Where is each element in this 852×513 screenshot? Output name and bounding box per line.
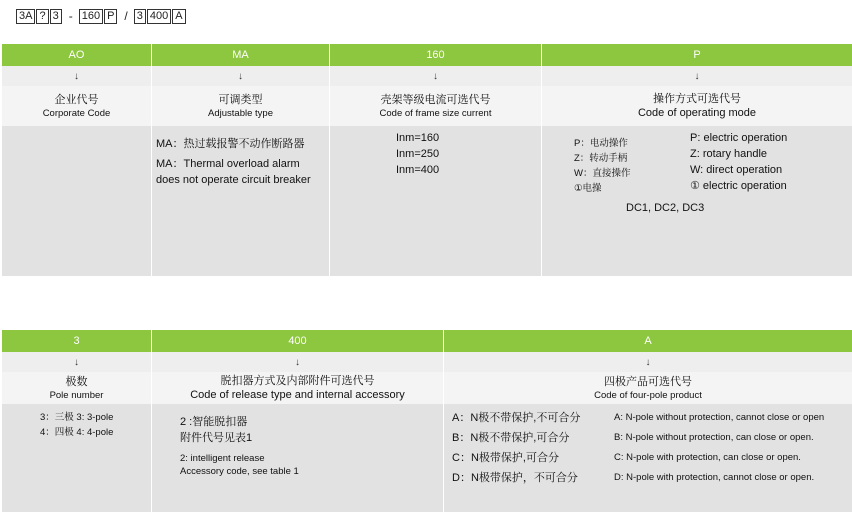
t1-header-p: P <box>542 44 852 66</box>
pole-line: 3：三极 3: 3-pole <box>40 412 114 423</box>
label-en: Corporate Code <box>42 107 111 119</box>
op-cn: Z：转动手柄 <box>574 153 628 164</box>
code-part-four-pole: A <box>172 9 185 24</box>
t2-header-3: 3 <box>2 330 152 352</box>
label-en: Adjustable type <box>208 107 273 119</box>
t1-arrow: ↓ <box>330 66 542 86</box>
release-en: Accessory code, see table 1 <box>180 466 299 477</box>
label-en: Code of release type and internal accessory <box>190 389 405 401</box>
label-cn: 操作方式可选代号 <box>653 93 741 105</box>
label-cn: 脱扣器方式及内部附件可选代号 <box>220 375 375 387</box>
t1-label-operating <box>542 86 852 126</box>
label-en: Code of operating mode <box>637 107 757 119</box>
t1-arrow: ↓ <box>152 66 330 86</box>
code-part-poles: 3 <box>50 9 62 24</box>
dc-codes: DC1, DC2, DC3 <box>626 202 705 214</box>
t1-label-adjustable <box>152 86 330 126</box>
t1-header-160: 160 <box>330 44 542 66</box>
op-en: W: direct operation <box>690 164 783 176</box>
t2-label-release <box>152 372 444 404</box>
model-code-line <box>16 8 187 24</box>
table-2 <box>2 330 852 512</box>
four-pole-cn: B：N极不带保护,可合分 <box>452 432 570 444</box>
four-pole-en: A: N-pole without protection, cannot close or open <box>614 412 825 423</box>
t1-header-ma: MA <box>152 44 330 66</box>
op-en: P: electric operation <box>690 132 788 144</box>
t1-header-ao: AO <box>2 44 152 66</box>
inm-value: Inm=160 <box>396 132 440 144</box>
four-pole-en: C: N-pole with protection, can close or open. <box>614 452 801 463</box>
t2-header-a: A <box>444 330 852 352</box>
op-cn: P：电动操作 <box>574 138 628 149</box>
t1-label-frame <box>330 86 542 126</box>
t1-body-adjustable <box>152 126 330 276</box>
release-en: 2: intelligent release <box>180 453 265 464</box>
t2-label-four-pole <box>444 372 852 404</box>
ma-line: does not operate circuit breaker <box>156 174 311 186</box>
label-cn: 极数 <box>65 375 88 388</box>
t2-arrow: ↓ <box>2 352 152 372</box>
op-cn: ①电操 <box>574 183 602 194</box>
release-cn: 附件代号见表1 <box>180 432 253 444</box>
t1-body-frame <box>330 126 542 276</box>
t2-body-four-pole <box>444 404 852 512</box>
code-part-pole-number: 3 <box>134 9 146 24</box>
pole-line: 4：四极 4: 4-pole <box>40 427 114 438</box>
label-en: Code of four-pole product <box>594 389 702 401</box>
four-pole-en: B: N-pole without protection, can close or open. <box>614 432 814 443</box>
t1-label-corporate <box>2 86 152 126</box>
table-1 <box>2 44 852 276</box>
ma-line: MA：热过载报警不动作断路器 <box>156 138 305 150</box>
code-part-frame: 160 <box>79 9 103 24</box>
label-cn: 可调类型 <box>218 93 263 106</box>
t2-body-release <box>152 404 444 512</box>
t2-arrow: ↓ <box>152 352 444 372</box>
ma-line: MA：Thermal overload alarm <box>156 158 300 170</box>
t2-arrow: ↓ <box>444 352 852 372</box>
four-pole-cn: A：N极不带保护,不可合分 <box>452 412 581 424</box>
label-en: Pole number <box>49 389 104 401</box>
code-part-series: 3A <box>16 9 35 24</box>
t2-header-400: 400 <box>152 330 444 352</box>
inm-value: Inm=400 <box>396 164 440 176</box>
four-pole-cn: C：N极带保护,可合分 <box>452 452 559 464</box>
code-part-unknown: ? <box>36 9 48 24</box>
t1-arrow: ↓ <box>542 66 852 86</box>
t1-body-operating <box>542 126 852 276</box>
label-cn: 四极产品可选代号 <box>604 375 692 388</box>
four-pole-en: D: N-pole with protection, cannot close or open. <box>614 472 815 483</box>
code-part-operation: P <box>104 9 117 24</box>
code-dash: - <box>68 9 73 23</box>
t1-arrow: ↓ <box>2 66 152 86</box>
code-slash: / <box>124 9 128 23</box>
code-part-current: 400 <box>147 9 171 24</box>
t2-label-pole <box>2 372 152 404</box>
t1-body-corporate <box>2 126 152 276</box>
release-cn: 2 :智能脱扣器 <box>180 416 248 428</box>
label-cn: 企业代号 <box>54 93 99 106</box>
four-pole-cn: D：N极带保护，不可合分 <box>452 472 578 484</box>
op-en: Z: rotary handle <box>690 148 768 160</box>
op-en: ① electric operation <box>690 180 787 192</box>
label-cn: 壳架等级电流可选代号 <box>380 93 491 106</box>
op-cn: W：直接操作 <box>574 168 631 179</box>
t2-body-pole <box>2 404 152 512</box>
inm-value: Inm=250 <box>396 148 440 160</box>
label-en: Code of frame size current <box>379 107 492 119</box>
